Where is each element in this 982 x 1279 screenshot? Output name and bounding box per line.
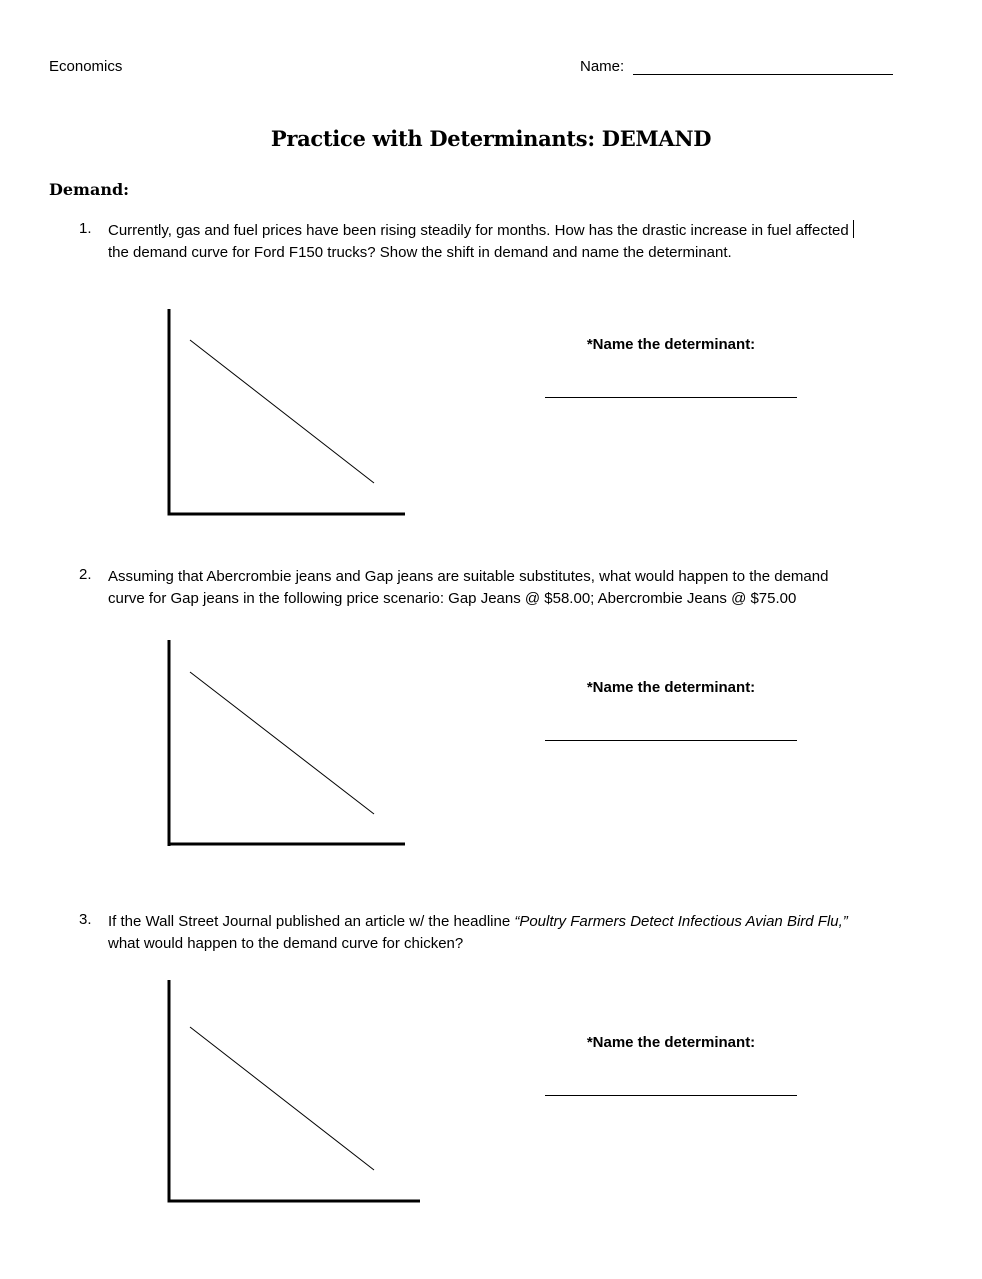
demand-curve [190,672,374,814]
question-3-line-2: what would happen to the demand curve for chicken? [108,935,464,952]
question-3-number: 3. [79,911,92,928]
question-3-text [108,911,938,955]
name-label: Name: [580,58,625,75]
question-1-determinant-blank[interactable] [545,397,797,398]
question-1-determinant-label: *Name the determinant: [586,336,756,353]
question-3-determinant-blank[interactable] [545,1095,797,1096]
question-2-determinant-blank[interactable] [545,740,797,741]
question-2-text [108,566,938,610]
question-1-text [108,220,938,264]
name-blank-line[interactable] [633,74,893,75]
text-cursor [853,220,854,238]
question-2-line-1: Assuming that Abercrombie jeans and Gap jeans are suitable substitutes, what would happen to the demand [108,568,829,585]
section-heading: Demand: [49,180,130,199]
question-2-demand-graph [160,636,410,850]
demand-curve [190,340,374,483]
question-3-headline: “Poultry Farmers Detect Infectious Avian Bird Flu,” [514,913,848,930]
question-1-demand-graph [160,305,410,519]
question-3-demand-graph [160,976,425,1206]
demand-curve [190,1027,374,1170]
question-3-line-1-prefix: If the Wall Street Journal published an article w/ the headline [108,913,515,930]
question-2-line-2: curve for Gap jeans in the following price scenario: Gap Jeans @ $58.00; Abercrombie Jeans @ $75.00 [108,590,797,607]
page-title: Practice with Determinants: DEMAND [270,126,712,151]
question-2-number: 2. [79,566,92,583]
question-3-determinant-label: *Name the determinant: [586,1034,756,1051]
question-1-line-1: Currently, gas and fuel prices have been rising steadily for months. How has the drastic increase in fuel affected [108,222,849,239]
question-1-number: 1. [79,220,92,237]
question-1-line-2: the demand curve for Ford F150 trucks? Show the shift in demand and name the determinant. [108,244,732,261]
question-2-determinant-label: *Name the determinant: [586,679,756,696]
course-name: Economics [49,58,123,75]
